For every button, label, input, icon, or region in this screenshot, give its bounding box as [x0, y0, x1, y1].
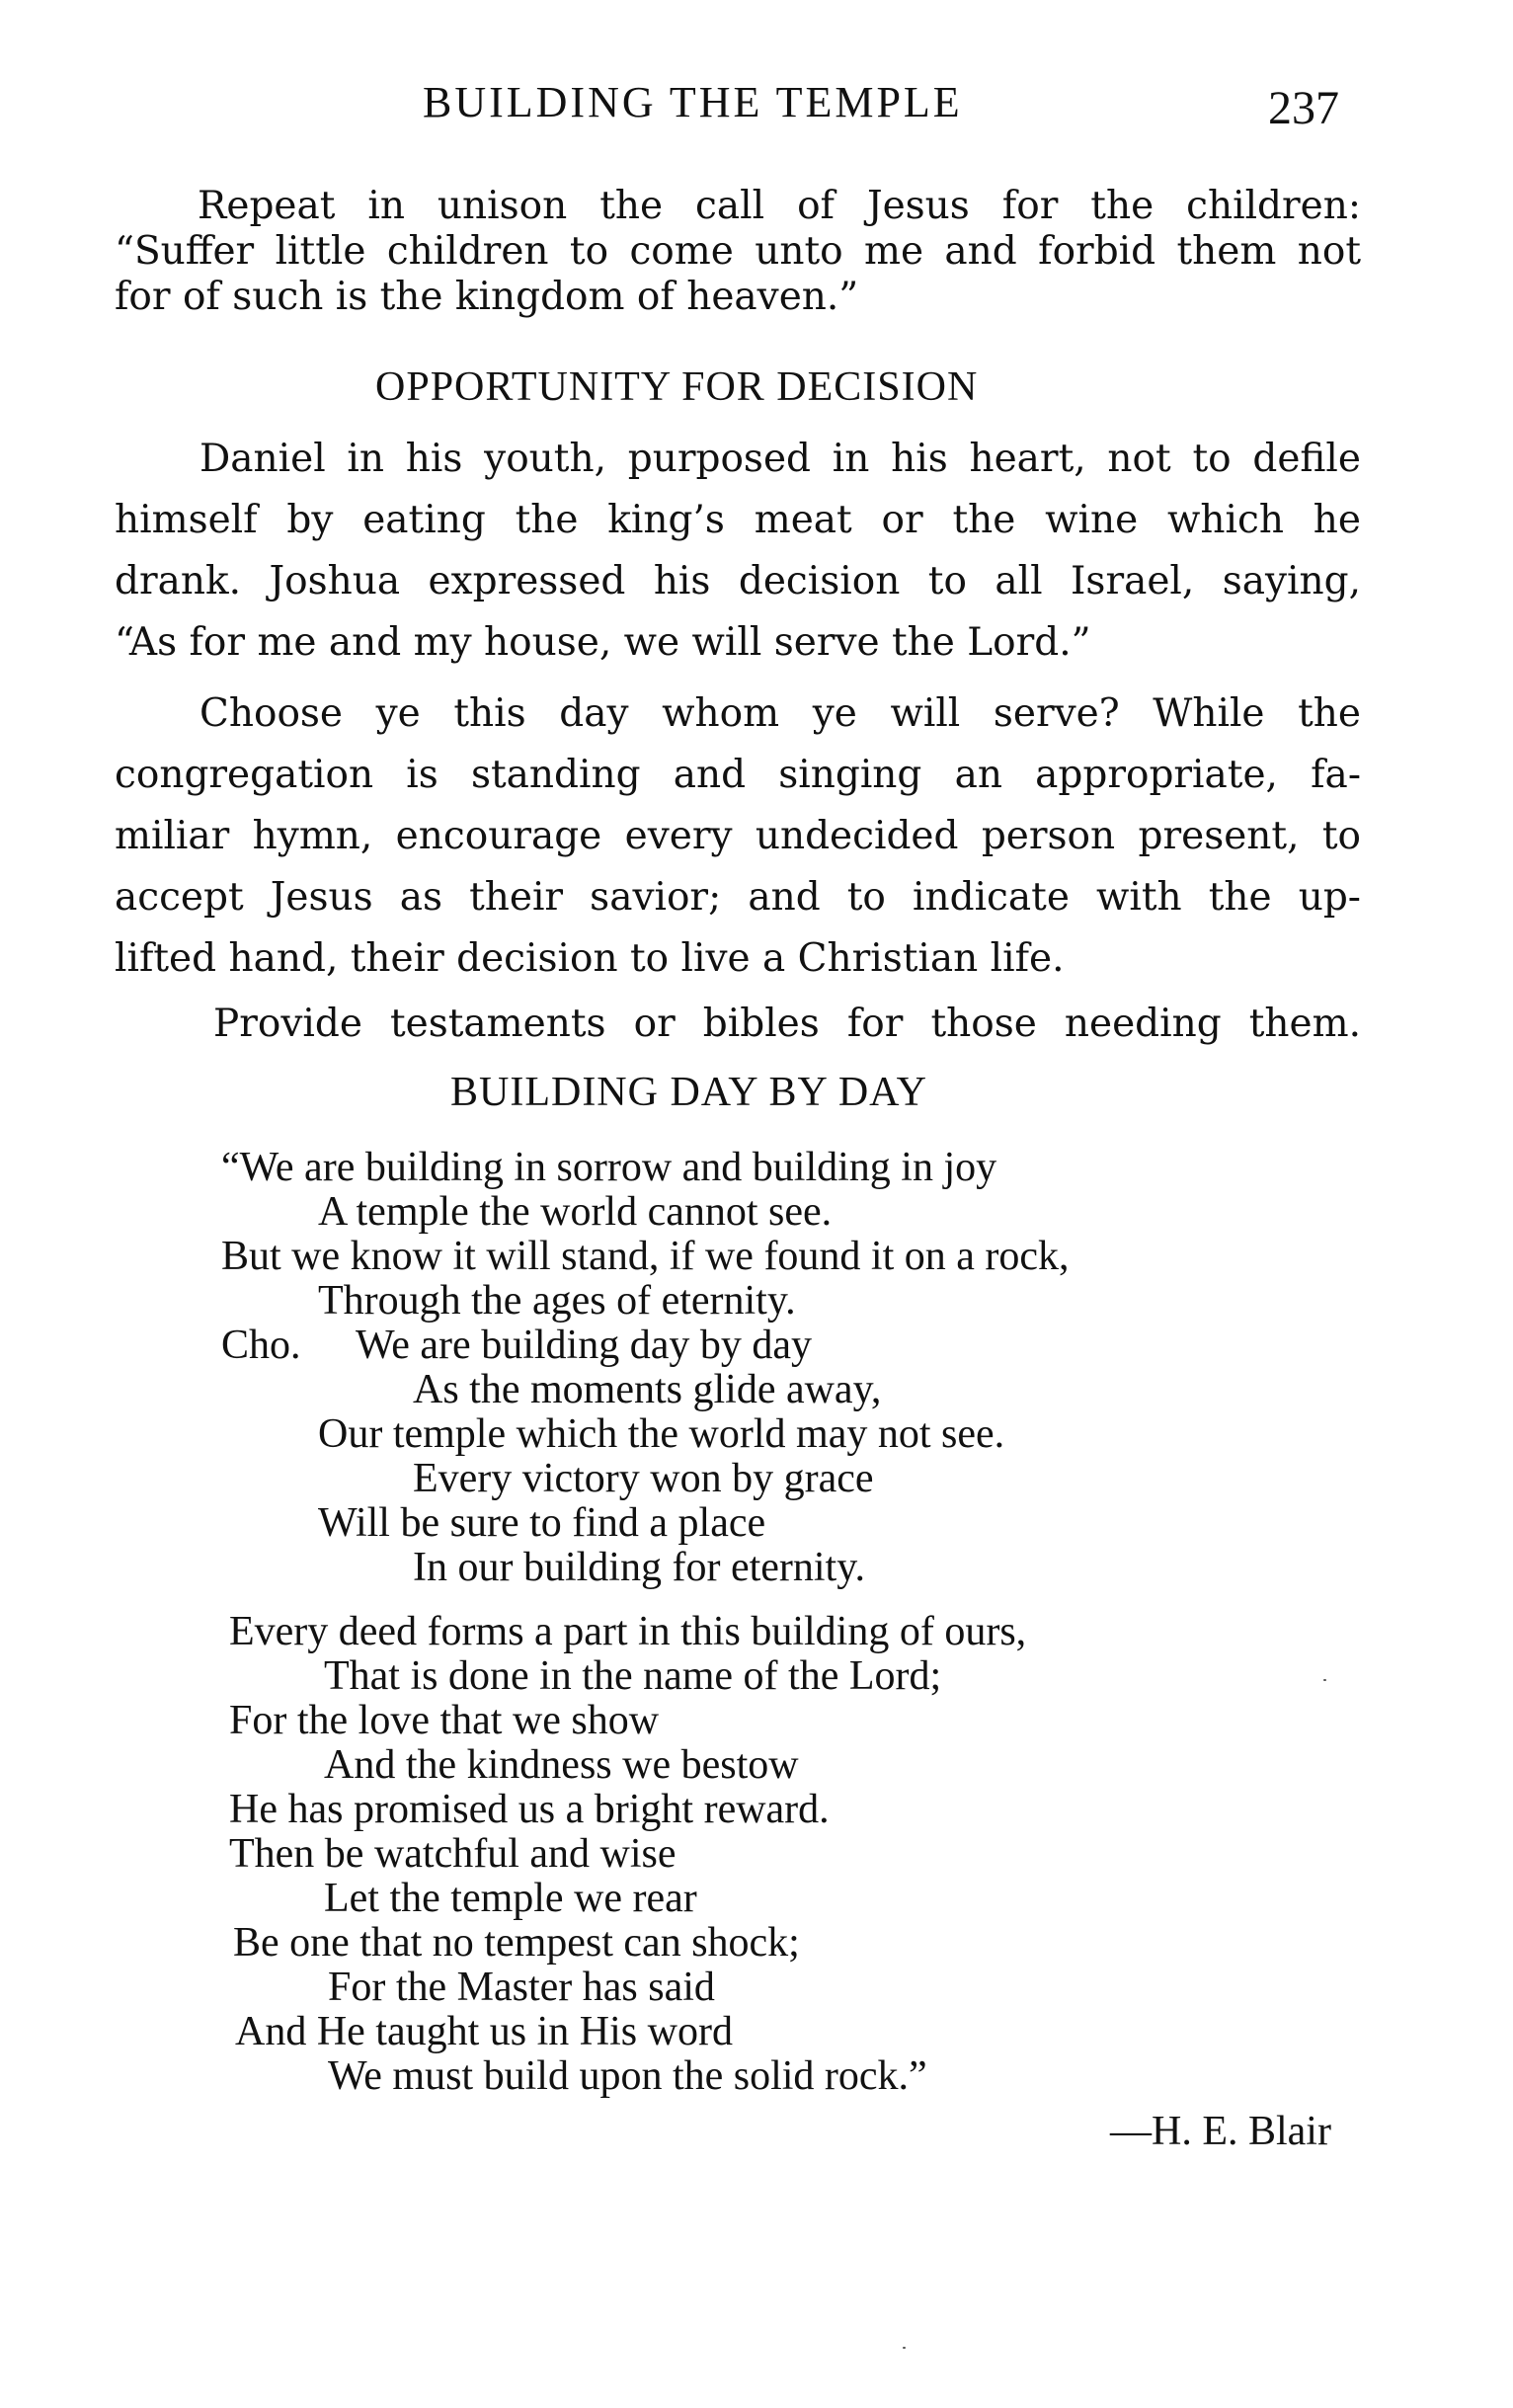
chorus-line: As the moments glide away, — [413, 1367, 882, 1412]
paragraph-line: himself by eating the king’s meat or the wine which he — [115, 498, 1361, 542]
paragraph-line: accept Jesus as their savior; and to indicate with the up- — [115, 875, 1361, 920]
unison-paragraph — [115, 184, 1361, 320]
unison-line: “Suffer little children to come unto me and forbid them not — [115, 229, 1361, 274]
unison-line: Repeat in unison the call of Jesus for the children: — [198, 184, 1361, 228]
poem-line: Every deed forms a part in this building of ours, — [229, 1609, 1027, 1654]
paragraph-line: Provide testaments or bibles for those needing them. — [213, 1002, 1361, 1046]
running-header-title: BUILDING THE TEMPLE — [423, 78, 963, 126]
poem-attribution: —H. E. Blair — [1110, 2109, 1331, 2154]
scan-speck-decoration — [1323, 1679, 1326, 1681]
unison-line: for of such is the kingdom of heaven.” — [115, 275, 859, 319]
section-heading-opportunity: OPPORTUNITY FOR DECISION — [375, 364, 979, 410]
paragraph-line: Choose ye this day whom ye will serve? While the — [199, 691, 1361, 736]
poem-line: A temple the world cannot see. — [318, 1189, 833, 1235]
poem-line: Then be watchful and wise — [229, 1831, 677, 1877]
poem-heading: BUILDING DAY BY DAY — [450, 1070, 927, 1115]
chorus-line: Our temple which the world may not see. — [318, 1411, 1005, 1457]
poem-line: Be one that no tempest can shock; — [233, 1920, 800, 1966]
paragraph-line: congregation is standing and singing an appropriate, fa- — [115, 753, 1361, 797]
chorus-line: Will be sure to find a place — [318, 1500, 766, 1546]
chorus-line: In our building for eternity. — [413, 1545, 866, 1590]
paragraph-line: drank. Joshua expressed his decision to all Israel, saying, — [115, 559, 1361, 603]
poem-line: That is done in the name of the Lord; — [324, 1653, 942, 1699]
poem-line: But we know it will stand, if we found it on a rock, — [221, 1234, 1070, 1279]
scan-speck-decoration — [903, 2347, 906, 2349]
poem-line: For the love that we show — [229, 1698, 660, 1743]
poem-line: And He taught us in His word — [235, 2009, 733, 2054]
paragraph-line: Daniel in his youth, purposed in his heart, not to defile — [199, 437, 1361, 481]
opportunity-paragraph-3 — [115, 994, 1361, 1055]
poem-line: He has promised us a bright reward. — [229, 1787, 830, 1832]
opportunity-paragraph-2 — [115, 683, 1361, 990]
poem-line: And the kindness we bestow — [324, 1742, 799, 1788]
chorus-label: Cho. — [221, 1323, 301, 1368]
paragraph-line: miliar hymn, encourage every undecided person present, to — [115, 814, 1361, 858]
poem-line: “We are building in sorrow and building in joy — [221, 1145, 997, 1190]
poem-line: We must build upon the solid rock.” — [328, 2053, 927, 2099]
poem-line: For the Master has said — [328, 1965, 715, 2010]
page-number: 237 — [1268, 82, 1339, 134]
paragraph-line: lifted hand, their decision to live a Christian life. — [115, 936, 1065, 981]
paragraph-line: “As for me and my house, we will serve the Lord.” — [115, 620, 1091, 665]
poem-line: Let the temple we rear — [324, 1876, 697, 1921]
poem-line: Through the ages of eternity. — [318, 1278, 796, 1324]
chorus-line: Every victory won by grace — [413, 1456, 874, 1501]
opportunity-paragraph-1 — [115, 429, 1361, 674]
chorus-line: We are building day by day — [356, 1323, 812, 1368]
